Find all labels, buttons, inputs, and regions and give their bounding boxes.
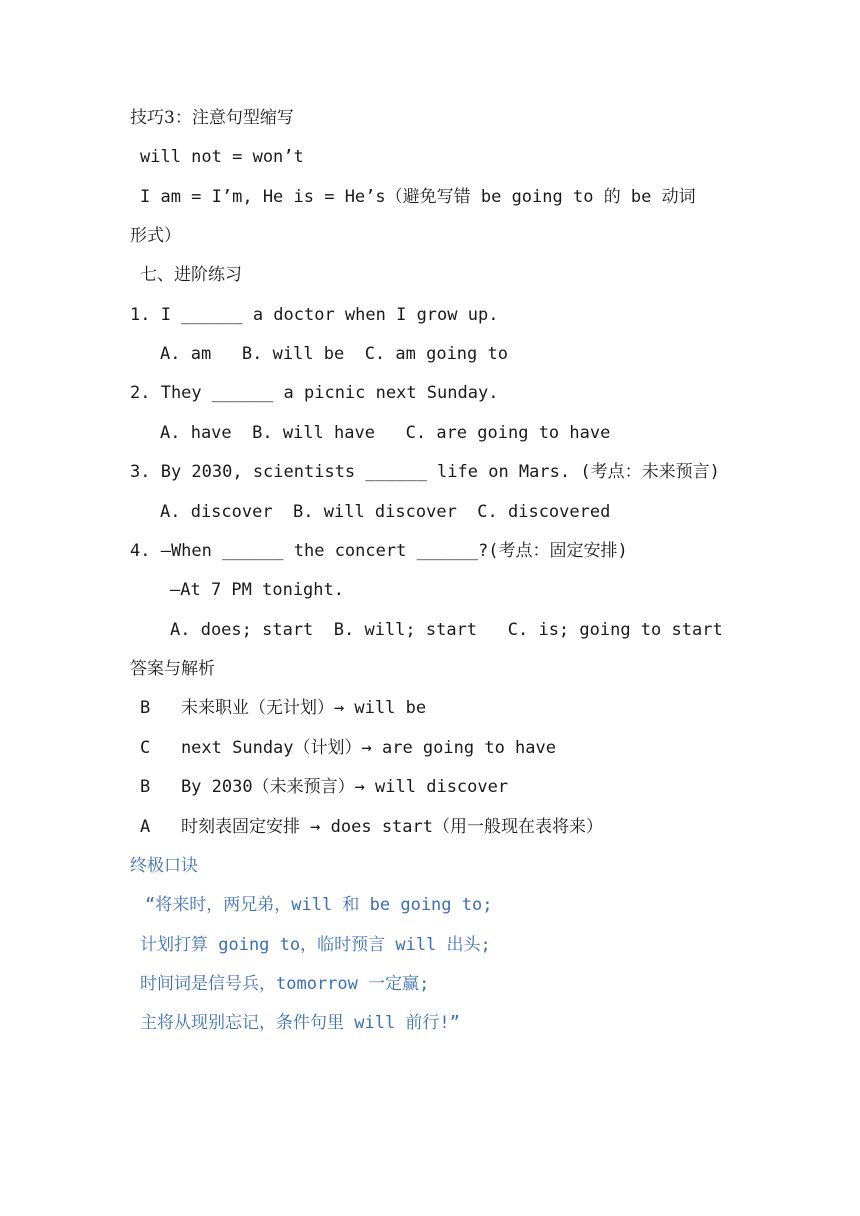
question-2-stem: 2. They ______ a picnic next Sunday. <box>130 383 499 403</box>
answers-heading: 答案与解析 <box>130 659 215 679</box>
question-1-options: A. am B. will be C. am going to <box>160 344 508 364</box>
question-1-stem: 1. I ______ a doctor when I grow up. <box>130 305 499 325</box>
question-3-stem: 3. By 2030, scientists ______ life on Mars. (考点：未来预言) <box>130 462 720 482</box>
question-3-options: A. discover B. will discover C. discovered <box>160 502 611 522</box>
answer-2: C next Sunday（计划）→ are going to have <box>140 738 556 758</box>
question-4-options: A. does; start B. will; start C. is; going to start <box>170 620 723 640</box>
tip3-heading: 技巧3：注意句型缩写 <box>130 108 294 128</box>
question-2-options: A. have B. will have C. are going to have <box>160 423 611 443</box>
mnemonic-line-3: 时间词是信号兵，tomorrow 一定赢; <box>140 974 430 994</box>
answer-4: A 时刻表固定安排 → does start（用一般现在表将来） <box>140 817 603 837</box>
question-4-stem: 4. —When ______ the concert ______?(考点：固定安排) <box>130 541 628 561</box>
mnemonic-line-2: 计划打算 going to，临时预言 will 出头; <box>140 935 491 955</box>
tip3-line-1: will not = won’t <box>140 147 304 167</box>
question-4-reply: —At 7 PM tonight. <box>170 580 344 600</box>
answer-1: B 未来职业（无计划）→ will be <box>140 698 427 718</box>
answer-3: B By 2030（未来预言）→ will discover <box>140 777 509 797</box>
mnemonic-line-1: “将来时，两兄弟，will 和 be going to; <box>145 895 493 915</box>
mnemonic-heading: 终极口诀 <box>130 856 198 876</box>
tip3-line-2-continued: 形式） <box>130 226 181 246</box>
tip3-line-2: I am = I’m, He is = He’s（避免写错 be going to 的 be 动词 <box>140 187 696 207</box>
mnemonic-line-4: 主将从现别忘记，条件句里 will 前行!” <box>140 1013 460 1033</box>
practice-heading: 七、进阶练习 <box>140 265 242 285</box>
